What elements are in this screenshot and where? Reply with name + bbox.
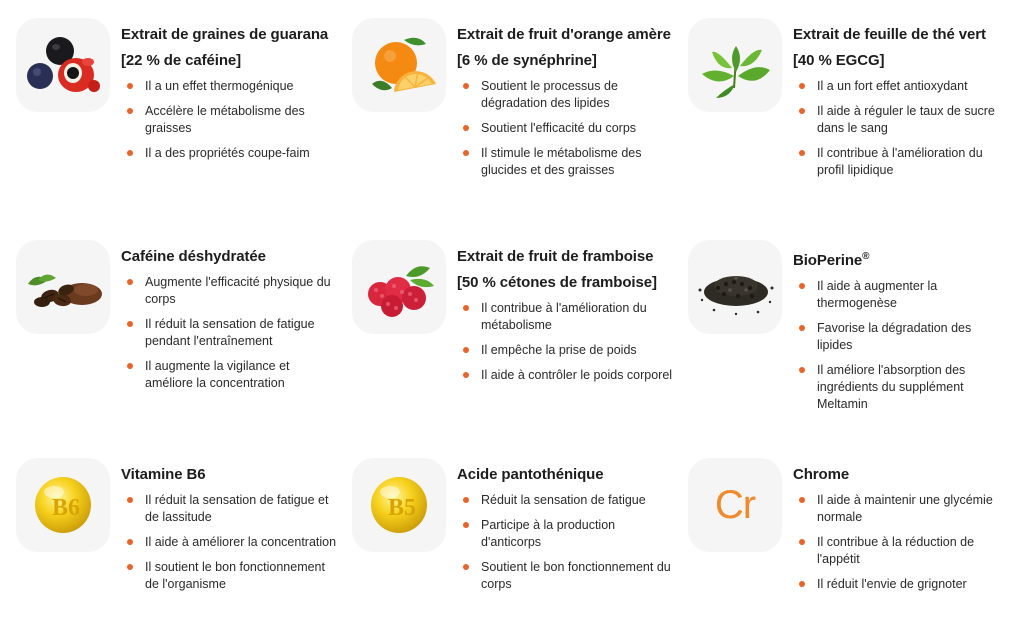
benefit-item: Il aide à maintenir une glycémie normale: [793, 492, 1009, 526]
benefit-list: [121, 492, 337, 593]
ingredient-title: Extrait de graines de guarana [22 % de caféine]: [121, 26, 329, 69]
benefit-item: Participe à la production d'anticorps: [457, 517, 673, 551]
vitamin-b5-label: B5: [388, 495, 417, 521]
green-tea-leaf-icon: [688, 18, 782, 112]
vitamin-b6-icon: [16, 458, 110, 552]
benefit-item: Soutient l'efficacité du corps: [457, 120, 673, 137]
chromium-icon: [688, 458, 782, 552]
ingredient-card-bitter-orange: [352, 18, 688, 240]
benefit-item: Il stimule le métabolisme des glucides et des graisses: [457, 145, 673, 179]
benefit-item: Il a des propriétés coupe-faim: [121, 145, 337, 162]
benefit-item: Il aide à réguler le taux de sucre dans le sang: [793, 103, 1009, 137]
benefit-item: Il aide à contrôler le poids corporel: [457, 367, 673, 384]
benefit-list: [793, 78, 1009, 179]
benefit-item: Augmente l'efficacité physique du corps: [121, 274, 337, 308]
ingredient-card-chromium: [688, 458, 1024, 628]
coffee-beans-icon: [16, 240, 110, 334]
ingredient-title: Extrait de fruit d'orange amère [6 % de synéphrine]: [457, 26, 671, 69]
ingredient-title: Caféine déshydratée: [121, 248, 266, 265]
bitter-orange-icon: [352, 18, 446, 112]
ingredient-title: Extrait de feuille de thé vert [40 % EGCG]: [793, 26, 986, 69]
benefit-list: [457, 78, 673, 179]
benefit-item: Il contribue à l'amélioration du profil lipidique: [793, 145, 1009, 179]
vitamin-b5-icon: [352, 458, 446, 552]
benefit-item: Il augmente la vigilance et améliore la concentration: [121, 358, 337, 392]
benefit-item: Il contribue à la réduction de l'appétit: [793, 534, 1009, 568]
benefit-item: Il améliore l'absorption des ingrédients du supplément Meltamin: [793, 362, 1009, 413]
vitamin-b6-label: B6: [52, 495, 81, 521]
ingredient-title: Vitamine B6: [121, 466, 206, 483]
benefit-item: Favorise la dégradation des lipides: [793, 320, 1009, 354]
guarana-seeds-icon: [16, 18, 110, 112]
benefit-item: Il aide à augmenter la thermogenèse: [793, 278, 1009, 312]
ingredient-title: Chrome: [793, 466, 850, 483]
ingredient-title: BioPerine®: [793, 251, 870, 269]
raspberry-icon: [352, 240, 446, 334]
benefit-list: [121, 274, 337, 392]
benefit-list: [121, 78, 337, 162]
ingredient-title: Extrait de fruit de framboise [50 % cétones de framboise]: [457, 248, 657, 291]
benefit-list: [793, 492, 1009, 593]
benefit-list: [793, 278, 1009, 413]
benefit-item: Il a un effet thermogénique: [121, 78, 337, 95]
ingredient-card-guarana: [16, 18, 352, 240]
benefit-item: Il réduit l'envie de grignoter: [793, 576, 1009, 593]
benefit-item: Il réduit la sensation de fatigue pendant l'entraînement: [121, 316, 337, 350]
ingredient-card-green-tea: [688, 18, 1024, 240]
benefit-item: Il soutient le bon fonctionnement de l'organisme: [121, 559, 337, 593]
benefit-list: [457, 300, 673, 384]
benefit-item: Il empêche la prise de poids: [457, 342, 673, 359]
benefit-item: Il contribue à l'amélioration du métabolisme: [457, 300, 673, 334]
benefit-item: Il a un fort effet antioxydant: [793, 78, 1009, 95]
benefit-list: [457, 492, 673, 593]
ingredient-card-raspberry: [352, 240, 688, 458]
ingredient-card-pantothenic-acid: [352, 458, 688, 628]
ingredient-title: Acide pantothénique: [457, 466, 604, 483]
benefit-item: Soutient le bon fonctionnement du corps: [457, 559, 673, 593]
ingredient-card-bioperine: [688, 240, 1024, 458]
benefit-item: Soutient le processus de dégradation des lipides: [457, 78, 673, 112]
ingredient-card-vitamin-b6: [16, 458, 352, 628]
benefit-item: Il aide à améliorer la concentration: [121, 534, 337, 551]
chromium-symbol: Cr: [714, 482, 756, 527]
benefit-item: Réduit la sensation de fatigue: [457, 492, 673, 509]
ingredient-card-caffeine: [16, 240, 352, 458]
ingredients-grid: [16, 18, 1024, 628]
registered-mark: ®: [862, 251, 870, 262]
benefit-item: Il réduit la sensation de fatigue et de lassitude: [121, 492, 337, 526]
black-pepper-icon: [688, 240, 782, 334]
benefit-item: Accélère le métabolisme des graisses: [121, 103, 337, 137]
